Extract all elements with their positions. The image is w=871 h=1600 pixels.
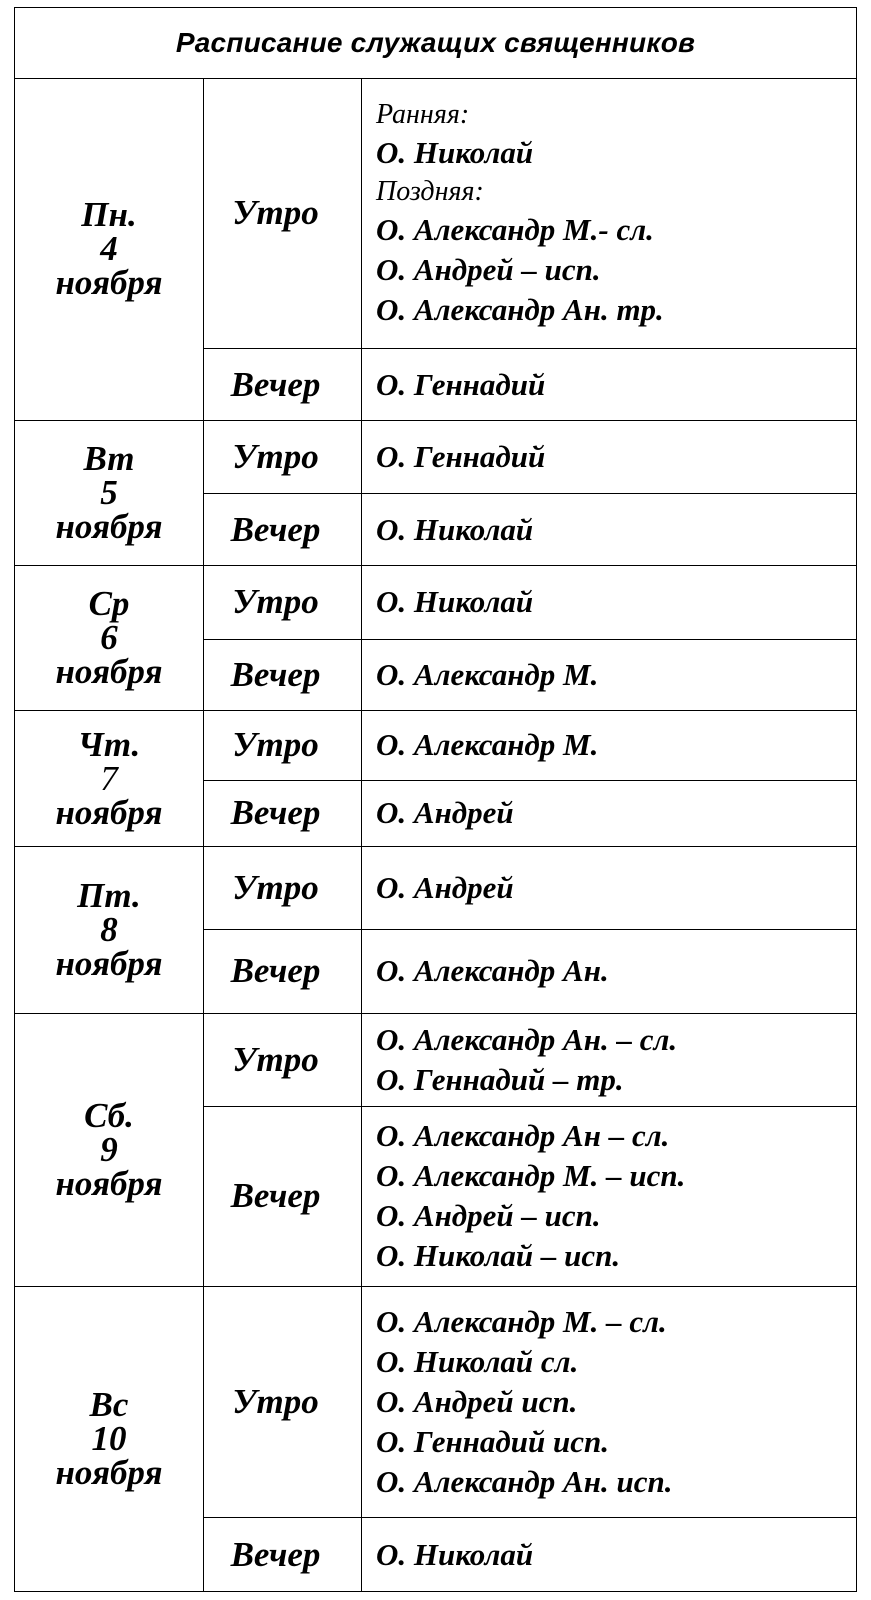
priest-name: О. Геннадий bbox=[376, 366, 546, 402]
priest-name: О. Андрей исп. bbox=[376, 1384, 578, 1420]
day-number: 8 bbox=[100, 909, 118, 949]
day-number: 10 bbox=[91, 1419, 127, 1459]
priest-name: О. Александр Ан. bbox=[376, 953, 609, 989]
period-label: Утро bbox=[204, 78, 362, 349]
day-name: Сб. bbox=[84, 1095, 134, 1135]
day-row-morning bbox=[15, 846, 857, 929]
month-name: ноября bbox=[55, 792, 163, 832]
priests-cell bbox=[362, 420, 857, 494]
priest-name: О. Андрей – исп. bbox=[376, 1198, 601, 1234]
priests-cell bbox=[362, 639, 857, 711]
priest-name: О. Андрей – исп. bbox=[376, 252, 601, 288]
day-cell bbox=[15, 565, 204, 710]
day-cell bbox=[15, 420, 204, 565]
day-cell bbox=[15, 78, 204, 420]
priests-cell bbox=[362, 494, 857, 566]
priest-name: О. Александр Ан. тр. bbox=[376, 292, 664, 328]
service-label: Поздняя: bbox=[376, 176, 484, 208]
day-cell bbox=[15, 1013, 204, 1287]
priest-name: О. Николай – исп. bbox=[376, 1238, 621, 1274]
day-row-morning bbox=[15, 565, 857, 639]
day-row-morning bbox=[15, 1287, 857, 1518]
day-number: 7 bbox=[100, 758, 118, 798]
priest-name: О. Николай bbox=[376, 511, 534, 547]
day-number: 4 bbox=[100, 229, 118, 269]
priest-name: О. Александр М. – сл. bbox=[376, 1304, 667, 1340]
day-name: Вт bbox=[83, 438, 135, 478]
period-label: Утро bbox=[204, 846, 362, 929]
priests-cell bbox=[362, 1518, 857, 1592]
period-label: Утро bbox=[204, 1287, 362, 1518]
period-label: Вечер bbox=[204, 494, 362, 566]
period-label: Вечер bbox=[204, 780, 362, 846]
priest-name: О. Николай bbox=[376, 135, 534, 171]
day-name: Вс bbox=[89, 1385, 129, 1425]
period-label: Утро bbox=[204, 711, 362, 780]
period-label: Вечер bbox=[204, 1518, 362, 1592]
priest-name: О. Николай bbox=[376, 1536, 534, 1572]
priest-name: О. Андрей bbox=[376, 869, 514, 905]
title-row bbox=[15, 8, 857, 79]
schedule-table bbox=[14, 7, 857, 1592]
month-name: ноября bbox=[55, 943, 163, 983]
month-name: ноября bbox=[55, 1453, 163, 1493]
service-label: Ранняя: bbox=[376, 99, 470, 131]
period-label: Утро bbox=[204, 420, 362, 494]
period-label: Вечер bbox=[204, 349, 362, 421]
priests-cell bbox=[362, 711, 857, 780]
priests-cell bbox=[362, 78, 857, 349]
priest-name: О. Александр М. – исп. bbox=[376, 1158, 686, 1194]
priest-name: О. Геннадий bbox=[376, 439, 546, 475]
priests-cell bbox=[362, 565, 857, 639]
priest-name: О. Андрей bbox=[376, 795, 514, 831]
period-label: Вечер bbox=[204, 639, 362, 711]
day-name: Пт. bbox=[77, 875, 141, 915]
day-name: Чт. bbox=[77, 724, 141, 764]
day-cell bbox=[15, 711, 204, 847]
priest-name: О. Александр М.- сл. bbox=[376, 212, 654, 248]
priest-name: О. Александр М. bbox=[376, 727, 599, 763]
day-number: 5 bbox=[100, 472, 118, 512]
priests-cell bbox=[362, 1106, 857, 1287]
month-name: ноября bbox=[55, 652, 163, 691]
priest-name: О. Александр М. bbox=[376, 656, 599, 692]
month-name: ноября bbox=[55, 263, 163, 303]
day-row-morning bbox=[15, 420, 857, 494]
day-row-morning bbox=[15, 1013, 857, 1106]
month-name: ноября bbox=[55, 1163, 163, 1203]
day-name: Ср bbox=[88, 584, 130, 623]
period-label: Вечер bbox=[204, 929, 362, 1013]
day-row-morning bbox=[15, 78, 857, 349]
day-name: Пн. bbox=[81, 195, 137, 235]
day-cell bbox=[15, 1287, 204, 1592]
period-label: Утро bbox=[204, 1013, 362, 1106]
day-number: 9 bbox=[100, 1129, 118, 1169]
priest-name: О. Николай сл. bbox=[376, 1344, 579, 1380]
priests-cell bbox=[362, 929, 857, 1013]
month-name: ноября bbox=[55, 506, 163, 546]
priest-name: О. Николай bbox=[376, 584, 534, 620]
priest-name: О. Александр Ан – сл. bbox=[376, 1118, 670, 1154]
period-label: Вечер bbox=[204, 1106, 362, 1287]
schedule-title: Расписание служащих священников bbox=[15, 8, 857, 79]
period-label: Утро bbox=[204, 565, 362, 639]
priests-cell bbox=[362, 1287, 857, 1518]
day-row-morning bbox=[15, 711, 857, 780]
priest-name: О. Александр Ан. исп. bbox=[376, 1464, 673, 1500]
priests-cell bbox=[362, 349, 857, 421]
day-cell bbox=[15, 846, 204, 1013]
priest-name: О. Геннадий – тр. bbox=[376, 1061, 624, 1097]
priests-cell bbox=[362, 846, 857, 929]
priest-name: О. Александр Ан. – сл. bbox=[376, 1021, 678, 1057]
priests-cell bbox=[362, 780, 857, 846]
day-number: 6 bbox=[100, 618, 118, 657]
priest-name: О. Геннадий исп. bbox=[376, 1424, 609, 1460]
schedule-body bbox=[15, 8, 857, 1592]
priests-cell bbox=[362, 1013, 857, 1106]
